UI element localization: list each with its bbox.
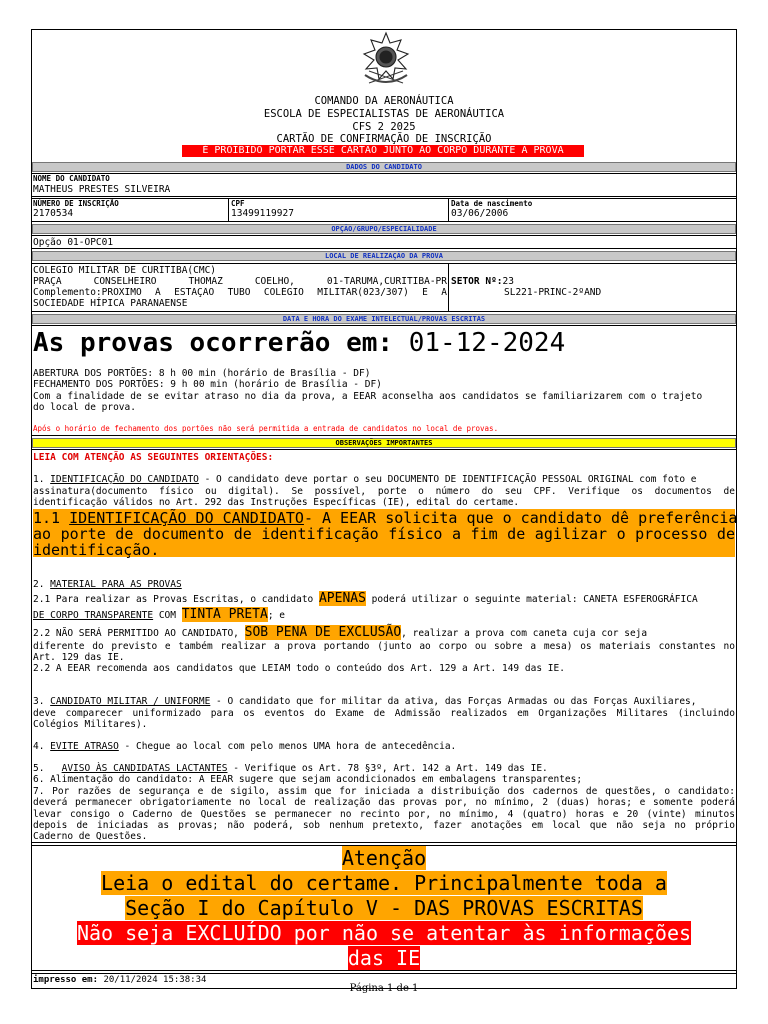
note-text: - O candidato que for militar da ativa, das Forças Armadas ou das Forças Auxiliares, xyxy=(210,696,697,707)
sector-number: 23 xyxy=(502,276,514,287)
note-2-2b: 2.2 A EEAR recomenda aos candidatos que LEIAM todo o conteúdo dos Art. 129 a Art. 149 das IE. xyxy=(33,663,565,674)
note-number: 1. xyxy=(33,474,51,485)
attention-banner xyxy=(31,846,737,971)
printed-value: 20/11/2024 15:38:34 xyxy=(98,975,207,985)
sector-room: SL221-PRINC-2ºAND xyxy=(504,287,602,298)
exam-date-headline xyxy=(33,327,565,359)
note-text: - Chegue ao local com pelo menos UMA hora de antecedência. xyxy=(118,741,457,752)
option-box xyxy=(31,235,737,249)
attention-line-1: Leia o edital do certame. Principalmente toda a xyxy=(101,871,667,895)
note-text: , realizar a prova com caneta cuja cor seja xyxy=(401,628,648,639)
ids-box xyxy=(31,198,737,222)
cpf-label: CPF xyxy=(231,199,245,208)
divider xyxy=(448,263,449,312)
pen-description: DE CORPO TRANSPARENTE xyxy=(33,610,154,621)
sector-label: SETOR Nº: xyxy=(451,276,503,287)
registration-number: 2170534 xyxy=(33,208,74,219)
exam-date: 01-12-2024 xyxy=(408,328,566,358)
note-7-line4: depois de iniciadas as provas; não poderá, sob nenhum pretexto, fazer anotações em local que não seja no próprio xyxy=(33,820,735,831)
org-command: COMANDO DA AERONÁUTICA xyxy=(314,95,454,107)
note-text: ; e xyxy=(267,610,285,621)
option-value: Opção 01-OPC01 xyxy=(33,237,114,248)
note-3-title: CANDIDATO MILITAR / UNIFORME xyxy=(50,696,211,707)
note-4-title: EVITE ATRASO xyxy=(50,741,119,752)
note-2-2-line2: diferente do previsto e também realizar a prova portando (junto ao corpo ou sobre a mesa) os materiais constantes no xyxy=(33,641,735,652)
note-5-title: AVISO ÀS CANDIDATAS LACTANTES xyxy=(61,763,228,774)
note-7-line5: Caderno de Questões. xyxy=(33,831,148,842)
note-number: 2. xyxy=(33,579,51,590)
headline-prefix: As provas ocorrerão em: xyxy=(33,328,409,358)
printed-label: impresso em: xyxy=(33,975,99,985)
section-location: LOCAL DE REALIZAÇÃO DA PROVA xyxy=(32,251,736,261)
divider xyxy=(448,198,449,222)
highlight-exclusao: SOB PENA DE EXCLUSÃO xyxy=(244,625,402,640)
gates-opening: ABERTURA DOS PORTÕES: 8 h 00 min (horário de Brasília - DF) xyxy=(33,368,371,379)
note-1-title: IDENTIFICAÇÃO DO CANDIDATO xyxy=(50,474,199,485)
note-5 xyxy=(33,763,548,774)
note-6: 6. Alimentação do candidato: A EEAR sugere que sejam acondicionados em embalagens transparentes; xyxy=(33,774,583,785)
address-complement: Complemento:PROXIMO À ESTAÇÃO TUBO COLÉGIO MILITAR(023/307) E A xyxy=(33,287,447,298)
attention-line-2: Seção I do Capítulo V - DAS PROVAS ESCRITAS xyxy=(125,896,643,920)
name-label: NOME DO CANDIDATO xyxy=(33,174,110,183)
attention-title: Atenção xyxy=(341,846,427,870)
warning-banner: É PROIBIDO PORTAR ESSE CARTÃO JUNTO AO CORPO DURANTE A PROVA xyxy=(182,145,584,157)
note-text: 2.1 Para realizar as Provas Escritas, o candidato xyxy=(33,594,319,605)
route-advice: Com a finalidade de se evitar atraso no dia da prova, a EEAR aconselha aos candidatos se familiarizarem com o trajeto xyxy=(33,391,703,402)
gates-closing: FECHAMENTO DOS PORTÕES: 9 h 00 min (horário de Brasília - DF) xyxy=(33,379,382,390)
note-1-line2: assinatura(documento físico ou digital). Se possível, porte o número do seu CPF. Verifique os documentos de xyxy=(33,485,735,497)
divider xyxy=(228,198,229,222)
coat-of-arms-emblem xyxy=(357,31,415,89)
section-notes: OBSERVAÇÕES IMPORTANTES xyxy=(32,438,736,448)
note-1-1-title: IDENTIFICAÇÃO DO CANDIDATO xyxy=(69,509,304,527)
attention-line-4: das IE xyxy=(347,946,421,970)
note-number: 5. xyxy=(33,763,62,774)
card-title: CARTÃO DE CONFIRMAÇÃO DE INSCRIÇÃO xyxy=(276,133,492,145)
note-number: 4. xyxy=(33,741,51,752)
late-entry-notice: Após o horário de fechamento dos portões não será permitida a entrada de candidatos no local de provas. xyxy=(33,424,499,433)
highlight-apenas: APENAS xyxy=(318,591,366,606)
route-advice-cont: do local de prova. xyxy=(33,402,136,413)
note-1-line3: identificação válidos no Art. 292 das Instruções Específicas (IE), edital do certame. xyxy=(33,497,520,508)
section-date: DATA E HORA DO EXAME INTELECTUAL/PROVAS ESCRITAS xyxy=(32,314,736,324)
note-text: - A EEAR solicita que o candidato dê preferência xyxy=(303,509,738,527)
note-7-line3: levar consigo o Caderno de Questões se permanecer no recinto por, no mínimo, 4 (quatro) horas e 20 (vinte) minutos xyxy=(33,808,735,820)
note-text: 2.2 NÃO SERÁ PERMITIDO AO CANDIDATO, xyxy=(33,628,245,639)
note-1-1-line2: ao porte de documento de identificação físico a fim de agilizar o processo de xyxy=(33,525,735,543)
org-school: ESCOLA DE ESPECIALISTAS DE AERONÁUTICA xyxy=(263,108,505,120)
note-text: - Verifique os Art. 78 §3º, Art. 142 a Art. 149 das IE. xyxy=(227,763,548,774)
school-name: COLEGIO MILITAR DE CURITIBA(CMC) xyxy=(33,265,217,276)
school-address: PRAÇA CONSELHEIRO THOMAZ COELHO, 01-TARUMÃ,CURITIBA-PR xyxy=(33,276,447,287)
cpf-value: 13499119927 xyxy=(231,208,294,219)
note-3 xyxy=(33,696,696,707)
note-2-title: MATERIAL PARA AS PROVAS xyxy=(50,579,182,590)
note-text: poderá utilizar o seguinte material: CANETA ESFEROGRÁFICA xyxy=(365,594,698,605)
address-complement-cont: SOCIEDADE HÍPICA PARANAENSE xyxy=(33,298,188,309)
note-1-1-line3: identificação. xyxy=(33,541,160,559)
section-option: OPÇÃO/GRUPO/ESPECIALIDADE xyxy=(32,224,736,234)
attention-line-3: Não seja EXCLUÍDO por não se atentar às informações xyxy=(76,921,692,945)
note-2 xyxy=(33,579,182,590)
note-number: 3. xyxy=(33,696,51,707)
dob-value: 03/06/2006 xyxy=(451,208,509,219)
note-4 xyxy=(33,741,456,752)
note-3-line3: Colégios Militares). xyxy=(33,719,148,730)
note-2-2-line3: Art. 129 das IE. xyxy=(33,652,125,663)
note-7: 7. Por razões de segurança e de sigilo, assim que for iniciada a distribuição dos cadernos de questões, o candidato: xyxy=(33,785,735,797)
note-3-line2: deve comparecer uniformizado para os eventos do Exame de Admissão realizados em Organizações Militares (incluindo xyxy=(33,707,735,719)
note-2-1-line2 xyxy=(33,609,285,621)
note-2-1 xyxy=(33,593,698,605)
exam-code: CFS 2 2025 xyxy=(352,120,416,133)
candidate-name: MATHEUS PRESTES SILVEIRA xyxy=(33,184,171,195)
note-7-line2: deverá permanecer obrigatoriamente no local de realização das provas por, no mínimo, 2 (duas) horas; e somente poderá xyxy=(33,797,735,808)
dob-label: Data de nascimento xyxy=(451,199,533,208)
section-candidate: DADOS DO CANDIDATO xyxy=(32,162,736,172)
sector-info xyxy=(451,276,514,287)
note-text: COM xyxy=(153,610,182,621)
note-text: - O candidato deve portar o seu DOCUMENTO DE IDENTIFICAÇÃO PESSOAL ORIGINAL com foto e xyxy=(198,474,697,485)
note-number: 1.1 xyxy=(33,509,70,527)
note-1 xyxy=(33,474,697,485)
notes-intro: LEIA COM ATENÇÃO AS SEGUINTES ORIENTAÇÕES: xyxy=(33,452,274,463)
page-number: Página 1 de 1 xyxy=(349,983,419,994)
registration-label: NÚMERO DE INSCRIÇÃO xyxy=(33,199,119,208)
highlight-tinta-preta: TINTA PRETA xyxy=(181,607,268,622)
note-2-2 xyxy=(33,627,647,639)
